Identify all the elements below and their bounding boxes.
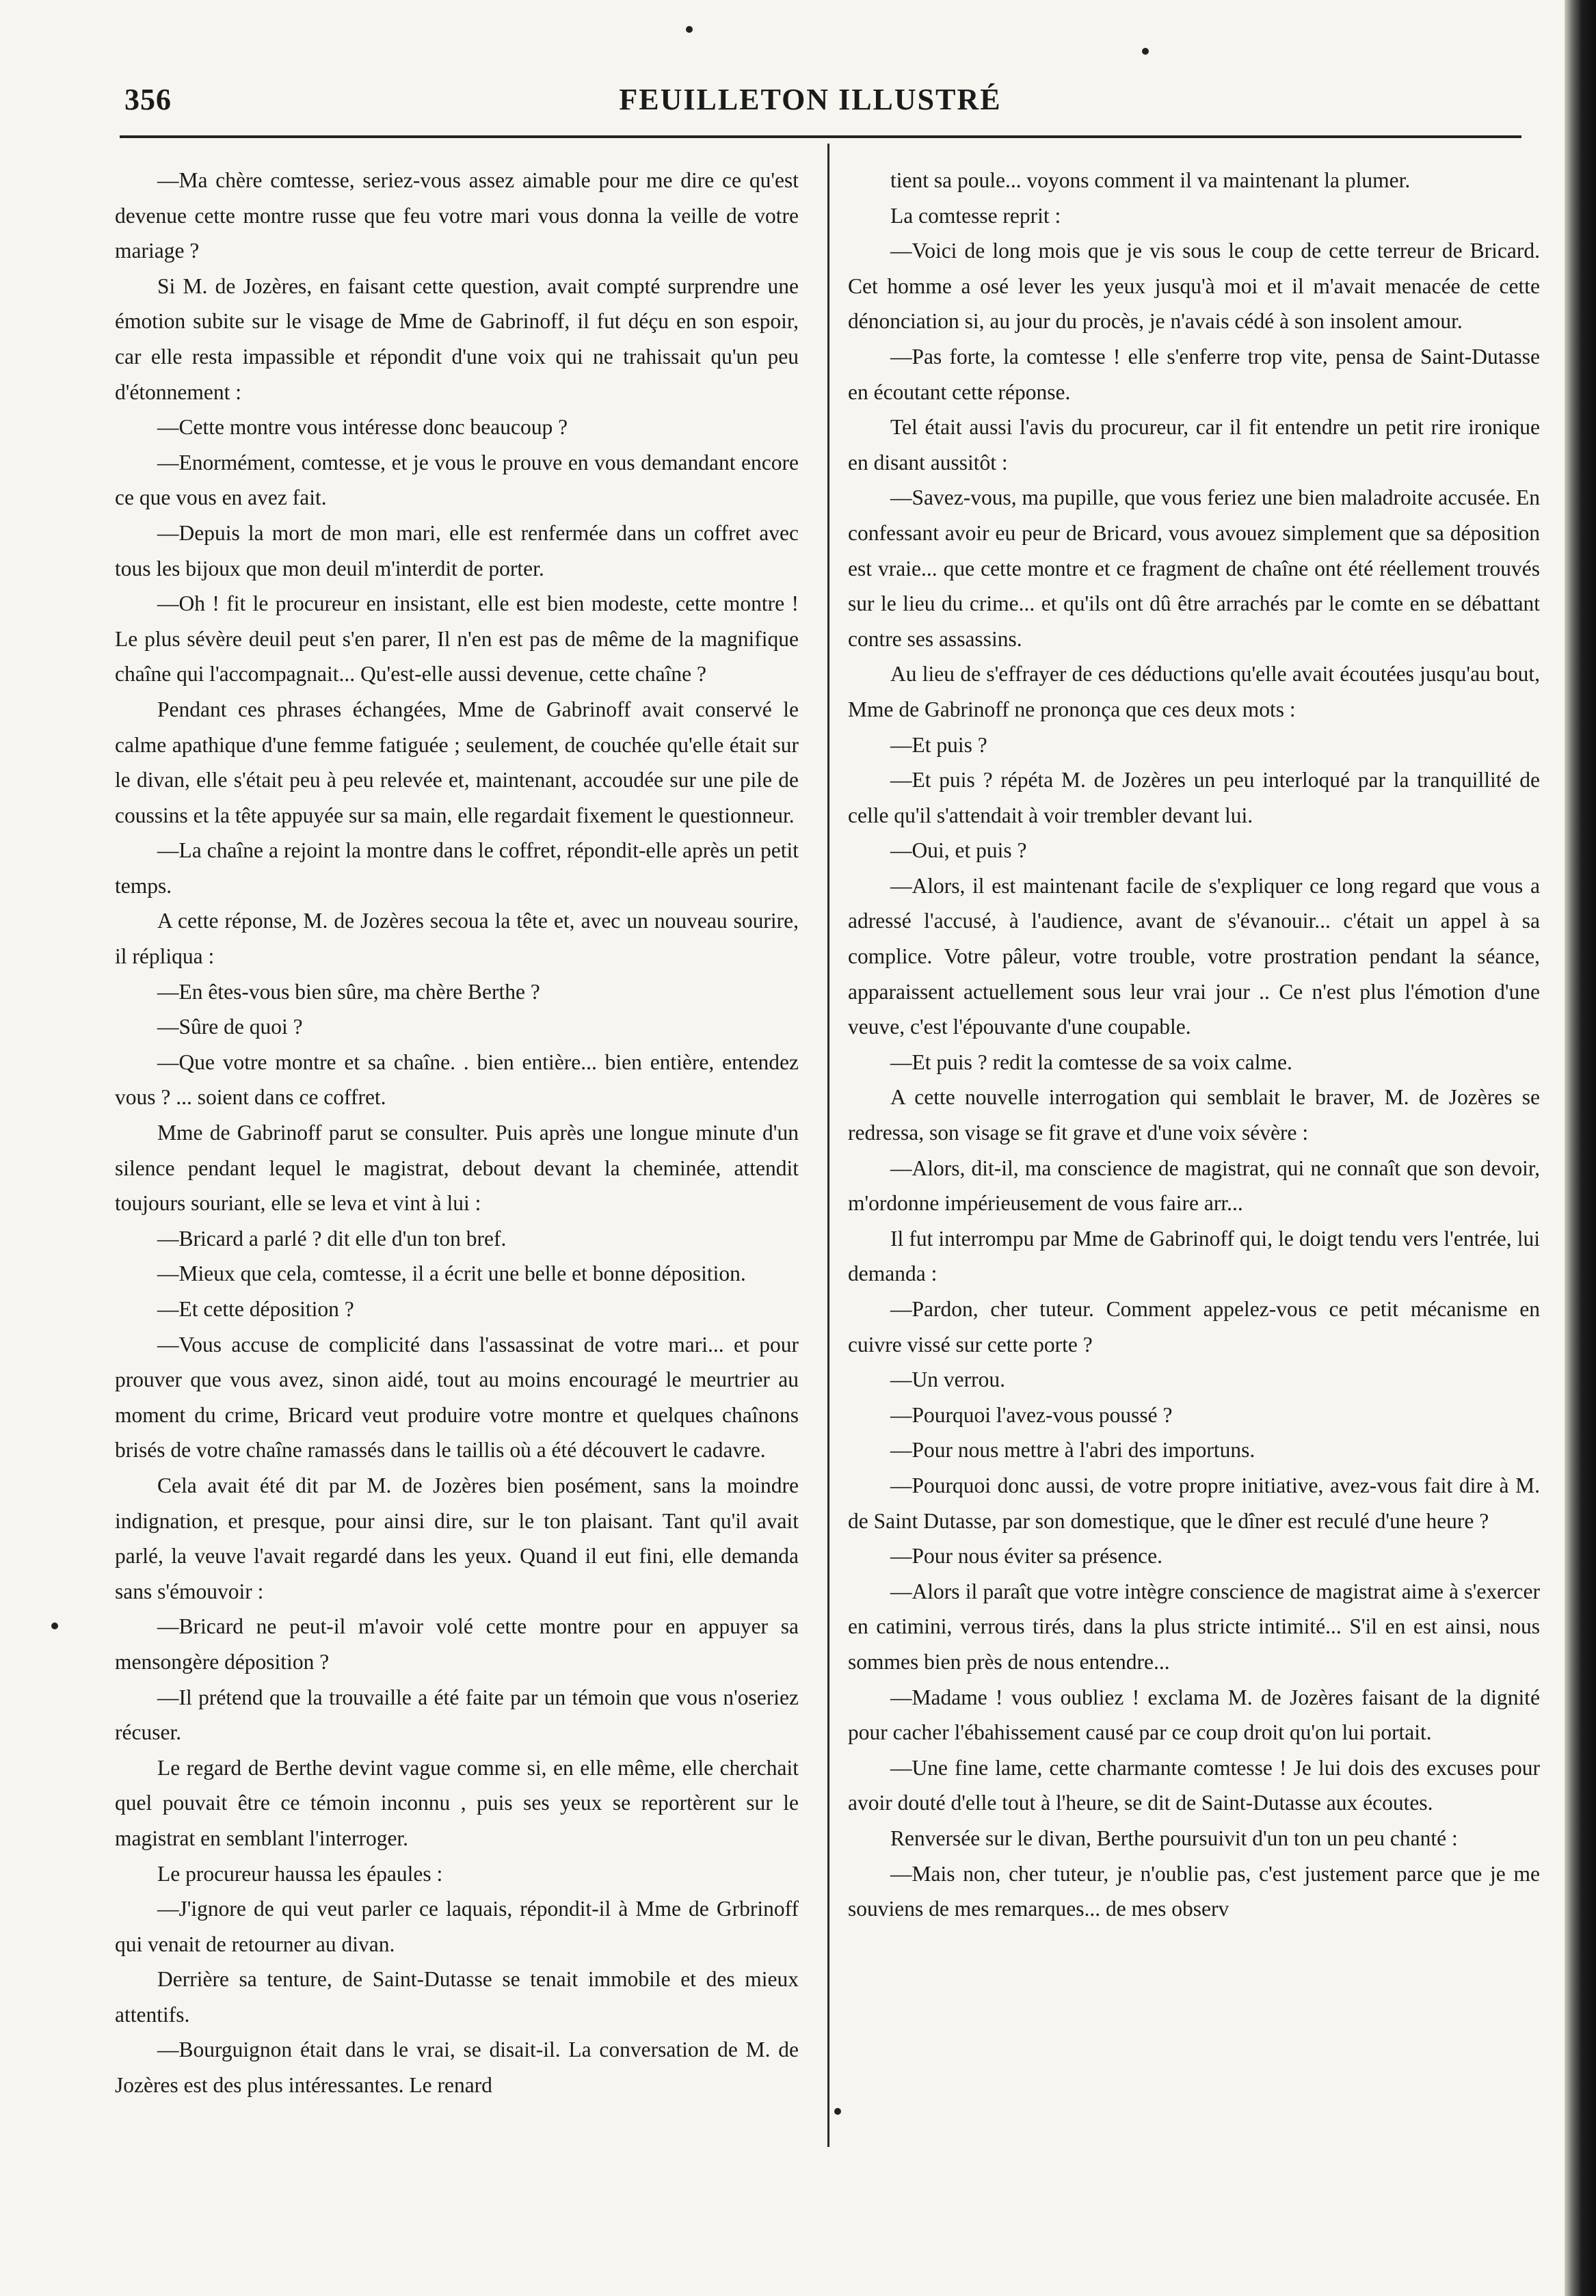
paragraph: —Voici de long mois que je vis sous le coup de cette terreur de Bricard. Cet homme a osé lever les yeux jusqu'à moi et il m'avait menacée de cette dénonciation si, au jour du procès, je n'avais cédé à son insolent amour. [848, 239, 1540, 334]
paragraph: Derrière sa tenture, de Saint-Dutasse se tenait immobile et des mieux attentifs. [115, 1967, 799, 2027]
paragraph: Mme de Gabrinoff parut se consulter. Puis après une longue minute d'un silence pendant lequel le magistrat, debout devant la cheminée, attendit toujours souriant, elle se leva et vint à lui : [115, 1121, 799, 1216]
column-divider [827, 144, 829, 2147]
paragraph: La comtesse reprit : [890, 203, 1061, 228]
paragraph: —Il prétend que la trouvaille a été faite par un témoin que vous n'oseriez récuser. [115, 1685, 799, 1745]
page-header [82, 77, 1539, 124]
scanned-page-edge [1565, 0, 1596, 2296]
paragraph: —Pardon, cher tuteur. Comment appelez-vous ce petit mécanisme en cuivre vissé sur cette porte ? [848, 1297, 1540, 1357]
paragraph: —Alors, il est maintenant facile de s'expliquer ce long regard que vous a adressé l'accusé, à l'audience, avant de s'évanouir... c'était un appel à sa complice. Votre pâleur, votre trouble, votre prostration pendant la séance, apparaissent actuellement sous leur vrai jour .. Ce n'est plus l'émotion d'une veuve, c'est l'épouvante d'une coupable. [848, 873, 1540, 1039]
paragraph: —Alors, dit-il, ma conscience de magistrat, qui ne connaît que son devoir, m'ordonne impérieusement de vous faire arr... [848, 1156, 1540, 1216]
paragraph: Il fut interrompu par Mme de Gabrinoff qui, le doigt tendu vers l'entrée, lui demanda : [848, 1226, 1540, 1286]
paragraph: —En êtes-vous bien sûre, ma chère Berthe ? [157, 979, 540, 1004]
running-title: FEUILLETON ILLUSTRÉ [619, 83, 1002, 116]
ink-speck [1142, 48, 1149, 55]
paragraph: —Pour nous mettre à l'abri des importuns. [890, 1438, 1255, 1463]
paragraph: —J'ignore de qui veut parler ce laquais, répondit-il à Mme de Grbrinoff qui venait de retourner au divan. [115, 1897, 799, 1956]
page-number: 356 [124, 83, 172, 116]
paragraph: Renversée sur le divan, Berthe poursuivit d'un ton un peu chanté : [890, 1826, 1458, 1850]
paragraph: —Mieux que cela, comtesse, il a écrit une belle et bonne déposition. [157, 1262, 746, 1286]
paragraph: Tel était aussi l'avis du procureur, car il fit entendre un petit rire ironique en disant aussitôt : [848, 415, 1540, 475]
left-column [115, 163, 799, 2187]
paragraph: —Oh ! fit le procureur en insistant, elle est bien modeste, cette montre ! Le plus sévère deuil peut s'en parer, Il n'en est pas de même de la magnifique chaîne qui l'accompagnait... Qu'est-elle aussi devenue, cette chaîne ? [115, 591, 799, 686]
paragraph: —Savez-vous, ma pupille, que vous feriez une bien maladroite accusée. En confessant avoir eu peur de Bricard, vous avouez simplement que sa déposition est vraie... que cette montre et ce fragment de chaîne ont été réellement trouvés sur le lieu du crime... et qu'ils ont dû être arrachés par le comte en se débattant contre ses assassins. [848, 485, 1540, 651]
paragraph: —Bricard ne peut-il m'avoir volé cette montre pour en appuyer sa mensongère déposition ? [115, 1614, 799, 1674]
paragraph: —Cette montre vous intéresse donc beaucoup ? [157, 415, 568, 440]
paragraph: —Que votre montre et sa chaîne. . bien entière... bien entière, entendez vous ? ... soient dans ce coffret. [115, 1050, 799, 1110]
paragraph: Au lieu de s'effrayer de ces déductions qu'elle avait écoutées jusqu'au bout, Mme de Gabrinoff ne prononça que ces deux mots : [848, 662, 1540, 721]
paragraph: —Enormément, comtesse, et je vous le prouve en vous demandant encore ce que vous en avez fait. [115, 450, 799, 510]
paragraph: —Et puis ? répéta M. de Jozères un peu interloqué par la tranquillité de celle qu'il s'attendait à voir trembler devant lui. [848, 768, 1540, 827]
paragraph: —Alors il paraît que votre intègre conscience de magistrat aime à s'exercer en catimini, verrous tirés, dans la plus stricte intimité... S'il en est ainsi, nous sommes bien près de nous entendre... [848, 1579, 1540, 1674]
paragraph: Cela avait été dit par M. de Jozères bien posément, sans la moindre indignation, et presque, pour ainsi dire, sur le ton plaisant. Tant qu'il avait parlé, la veuve l'avait regardé dans les yeux. Quand il eut fini, elle demanda sans s'émouvoir : [115, 1473, 799, 1603]
paragraph: —Pourquoi l'avez-vous poussé ? [890, 1402, 1173, 1427]
paragraph: —Une fine lame, cette charmante comtesse ! Je lui dois des excuses pour avoir douté d'elle tout à l'heure, se dit de Saint-Dutasse aux écoutes. [848, 1755, 1540, 1815]
paragraph: —Pour nous éviter sa présence. [890, 1544, 1163, 1569]
paragraph: —Sûre de quoi ? [157, 1015, 303, 1039]
paragraph: —Et puis ? redit la comtesse de sa voix calme. [890, 1050, 1292, 1074]
paragraph: A cette réponse, M. de Jozères secoua la tête et, avec un nouveau sourire, il répliqua : [115, 909, 799, 969]
paragraph: —La chaîne a rejoint la montre dans le coffret, répondit-elle après un petit temps. [115, 838, 799, 898]
paragraph: —Depuis la mort de mon mari, elle est renfermée dans un coffret avec tous les bijoux que mon deuil m'interdit de porter. [115, 520, 799, 580]
paragraph: —Mais non, cher tuteur, je n'oublie pas, c'est justement parce que je me souviens de mes remarques... de mes observ [848, 1861, 1540, 1921]
ink-speck [51, 1623, 58, 1629]
paragraph: —Bourguignon était dans le vrai, se disait-il. La conversation de M. de Jozères est des plus intéressantes. Le renard [115, 2038, 799, 2098]
paragraph: Pendant ces phrases échangées, Mme de Gabrinoff avait conservé le calme apathique d'une femme fatiguée ; seulement, de couchée qu'elle était sur le divan, elle s'était peu à peu relevée et, maintenant, accoudée sur une pile de coussins et la tête appuyée sur sa main, elle regardait fixement le questionneur. [115, 697, 799, 827]
header-rule [120, 135, 1521, 138]
ink-speck [834, 2108, 841, 2115]
paragraph: —Pourquoi donc aussi, de votre propre initiative, avez-vous fait dire à M. de Saint Dutasse, par son domestique, que le dîner est reculé d'une heure ? [848, 1473, 1540, 1533]
paragraph: —Pas forte, la comtesse ! elle s'enferre trop vite, pensa de Saint-Dutasse en écoutant cette réponse. [848, 344, 1540, 404]
paragraph: Si M. de Jozères, en faisant cette question, avait compté surprendre une émotion subite sur le visage de Mme de Gabrinoff, il fut déçu en son espoir, car elle resta impassible et répondit d'une voix qui ne trahissait qu'un peu d'étonnement : [115, 273, 799, 404]
paragraph: —Et puis ? [890, 732, 987, 757]
right-column [848, 163, 1540, 2187]
paragraph: Le procureur haussa les épaules : [157, 1861, 443, 1886]
paragraph: —Bricard a parlé ? dit elle d'un ton bref. [157, 1226, 507, 1251]
paragraph: —Madame ! vous oubliez ! exclama M. de Jozères faisant de la dignité pour cacher l'ébahissement causé par ce coup droit qu'on lui portait. [848, 1685, 1540, 1745]
paragraph: —Un verrou. [890, 1367, 1005, 1392]
paragraph: A cette nouvelle interrogation qui semblait le braver, M. de Jozères se redressa, son visage se fit grave et d'une voix sévère : [848, 1085, 1540, 1145]
paragraph: Le regard de Berthe devint vague comme si, en elle même, elle cherchait quel pouvait être ce témoin inconnu , puis ses yeux se reportèrent sur le magistrat en semblant l'interroger. [115, 1755, 799, 1850]
paragraph: —Oui, et puis ? [890, 838, 1027, 863]
paragraph: —Vous accuse de complicité dans l'assassinat de votre mari... et pour prouver que vous avez, sinon aidé, tout au moins encouragé le meurtrier au moment du crime, Bricard veut produire votre montre et quelques chaînons brisés de votre chaîne ramassés dans le taillis où a été découvert le cadavre. [115, 1332, 799, 1463]
ink-speck [686, 26, 693, 33]
paragraph: —Et cette déposition ? [157, 1297, 354, 1321]
paragraph: —Ma chère comtesse, seriez-vous assez aimable pour me dire ce qu'est devenue cette montre russe que feu votre mari vous donna la veille de votre mariage ? [115, 168, 799, 263]
paragraph: tient sa poule... voyons comment il va maintenant la plumer. [890, 168, 1411, 192]
